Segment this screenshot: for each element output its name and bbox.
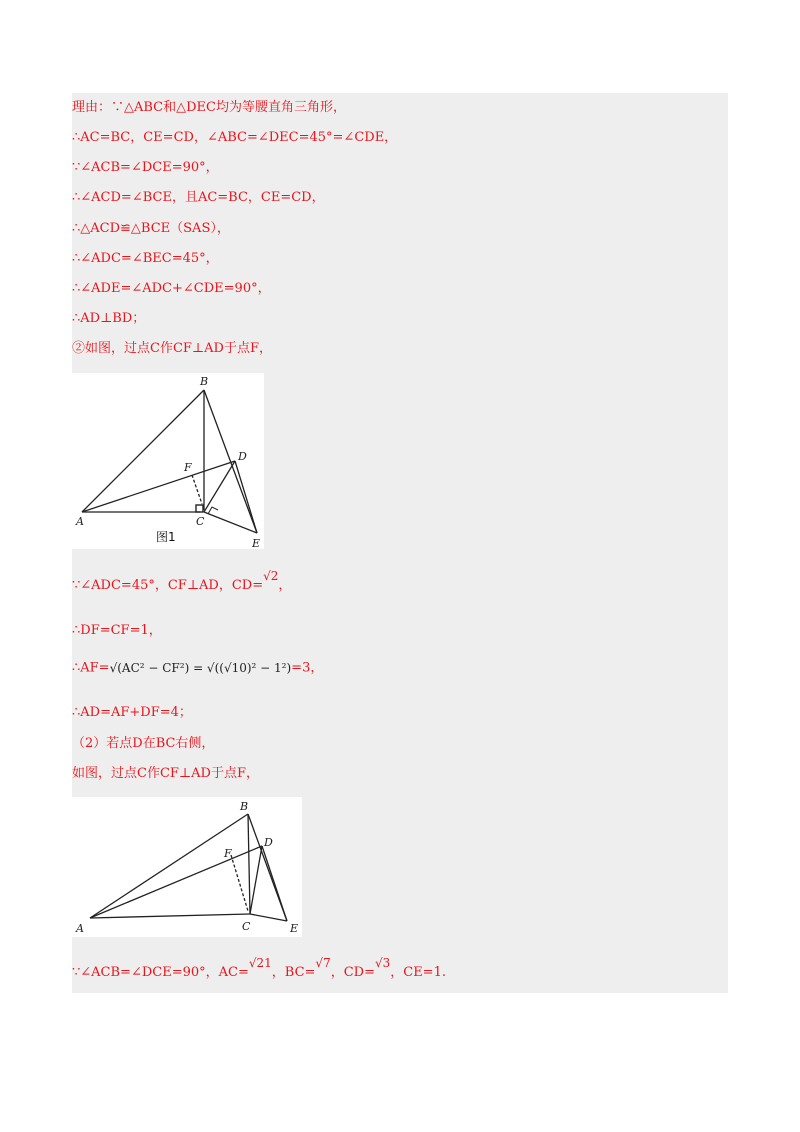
point-label: F [184, 461, 192, 474]
point-label: C [242, 920, 251, 933]
text-segment: ，CD= [330, 965, 375, 980]
radical: √2 [263, 569, 279, 583]
text-line: 如图，过点C作CF⊥AD于点F， [72, 766, 259, 781]
point-label: E [252, 537, 261, 549]
point-label: C [196, 515, 205, 528]
figure-2 [72, 797, 302, 937]
text-line: ∴AC=BC，CE=CD，∠ABC=∠DEC=45°=∠CDE， [72, 130, 398, 145]
point-label: B [200, 375, 209, 388]
text-line: ∴∠ADE=∠ADC+∠CDE=90°， [72, 281, 271, 296]
text-line [72, 659, 323, 678]
point-label: B [240, 800, 249, 813]
text-segment: ，CE=1. [390, 965, 446, 980]
point-label: E [290, 922, 299, 935]
text-line: ②如图，过点C作CF⊥AD于点F， [72, 341, 272, 356]
figure-1 [72, 373, 264, 549]
point-label: D [238, 450, 247, 463]
solution-panel [72, 93, 728, 993]
point-label: A [76, 922, 84, 935]
text-line: ∵∠ACB=∠DCE=90°， [72, 160, 219, 175]
text-segment: ， [278, 578, 292, 593]
text-line: ∴AD⊥BD； [72, 311, 146, 326]
text-line: （2）若点D在BC右侧， [72, 736, 215, 751]
text-line: ∴∠ADC=∠BEC=45°， [72, 251, 219, 266]
text-line: ∴AD=AF+DF=4； [72, 705, 192, 720]
point-label: A [76, 515, 84, 528]
point-label: D [264, 836, 273, 849]
text-segment: ∴AF= [72, 660, 110, 676]
text-line [72, 569, 292, 595]
radical: √3 [374, 956, 391, 970]
text-line [72, 956, 446, 982]
formula: √(AC² − CF²) = √((√10)² − 1²) [109, 661, 292, 675]
text-segment: =3， [291, 660, 324, 676]
radical: √21 [248, 956, 272, 970]
figure-caption: 图1 [156, 530, 176, 544]
point-label: F [224, 847, 232, 860]
text-segment: ，BC= [271, 965, 316, 980]
text-line: ∴△ACD≌△BCE（SAS）， [72, 221, 230, 236]
text-line: ∴∠ACD=∠BCE，且AC=BC，CE=CD， [72, 190, 325, 205]
text-line: 理由：∵△ABC和△DEC均为等腰直角三角形， [72, 100, 346, 115]
text-segment: ∵∠ADC=45°，CF⊥AD，CD= [72, 578, 264, 593]
radical: √7 [315, 956, 331, 970]
text-segment: ∵∠ACB=∠DCE=90°，AC= [72, 965, 249, 980]
text-line: ∴DF=CF=1， [72, 623, 162, 638]
